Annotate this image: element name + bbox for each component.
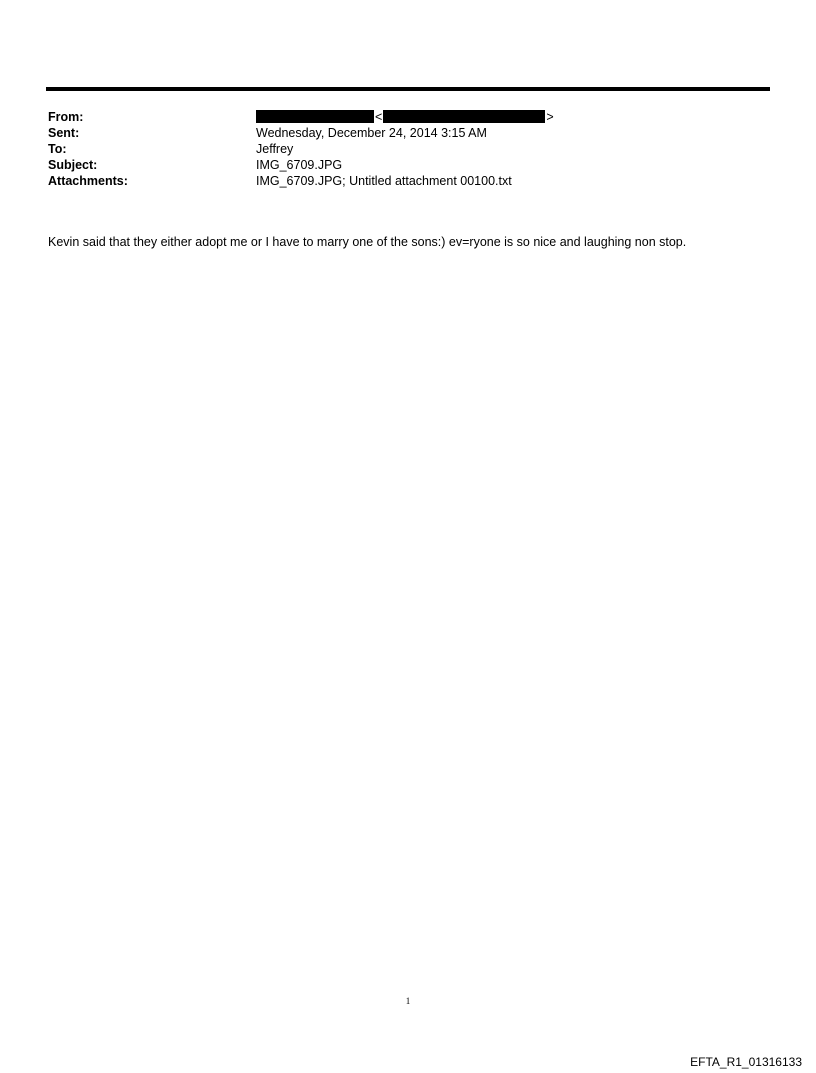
sent-label: Sent:: [48, 126, 80, 140]
to-label: To:: [48, 142, 67, 156]
redacted-sender-name: [256, 110, 374, 123]
from-open-bracket: <: [375, 110, 383, 124]
attachments-label: Attachments:: [48, 174, 128, 188]
document-id: EFTA_R1_01316133: [690, 1055, 802, 1069]
subject-value: IMG_6709.JPG: [256, 158, 343, 172]
header-divider: [46, 87, 770, 91]
attachments-row: [48, 173, 748, 189]
subject-row: [48, 157, 748, 173]
email-body: Kevin said that they either adopt me or I have to marry one of the sons:) ev=ryone is so nice and laughing non stop.: [48, 235, 687, 249]
sent-row: [48, 125, 748, 141]
email-header: [48, 109, 748, 189]
from-row: [48, 109, 748, 125]
from-value: [256, 109, 555, 125]
subject-label: Subject:: [48, 158, 98, 172]
attachments-value: IMG_6709.JPG; Untitled attachment 00100.txt: [256, 174, 512, 188]
sent-value: Wednesday, December 24, 2014 3:15 AM: [256, 126, 487, 140]
from-close-bracket: >: [546, 110, 554, 124]
to-row: [48, 141, 748, 157]
redacted-sender-email: [383, 110, 545, 123]
page-number: 1: [405, 996, 411, 1006]
to-value: Jeffrey: [256, 142, 294, 156]
from-label: From:: [48, 110, 84, 124]
